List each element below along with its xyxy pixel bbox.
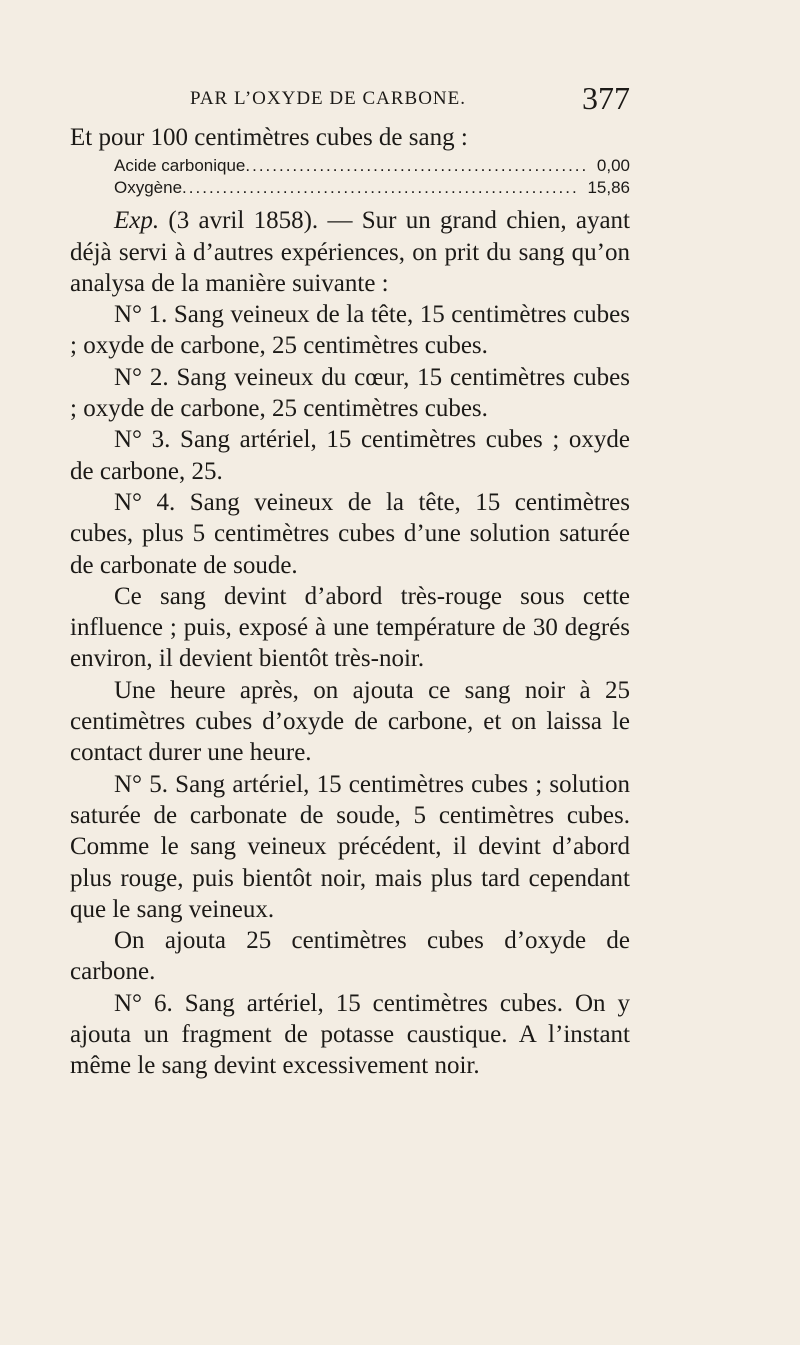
gas-row bbox=[114, 177, 630, 199]
exp-text: (3 avril 1858). — Sur un grand chien, ayant déjà servi à d’autres expériences, on prit du sang qu’on analysa de la manière suivante : bbox=[70, 207, 630, 297]
paragraph: Ce sang devint d’abord très-rouge sous cette influence ; puis, exposé à une température de 30 degrés environ, il devient bientôt très-noir. bbox=[70, 582, 630, 673]
page-number: 377 bbox=[582, 80, 630, 116]
intro-line: Et pour 100 centimètres cubes de sang : bbox=[70, 124, 468, 151]
paragraph: Une heure après, on ajouta ce sang noir à 25 centimètres cubes d’oxyde de carbone, et on laissa le contact durer une heure. bbox=[70, 676, 630, 767]
paragraph: N° 2. Sang veineux du cœur, 15 centimètres cubes ; oxyde de carbone, 25 centimètres cubes. bbox=[70, 363, 630, 423]
gas-name: Acide carbonique bbox=[114, 156, 246, 176]
paragraph: N° 6. Sang artériel, 15 centimètres cubes. On y ajouta un fragment de potasse caustique. A l’instant même le sang devint excessivement noir. bbox=[70, 989, 630, 1080]
gas-value: 15,86 bbox=[587, 178, 630, 198]
gas-value: 0,00 bbox=[596, 156, 630, 176]
exp-label: Exp. bbox=[114, 207, 160, 235]
paragraph: N° 1. Sang veineux de la tête, 15 centimètres cubes ; oxyde de carbone, 25 centimètres cubes. bbox=[70, 301, 630, 360]
body-text bbox=[70, 122, 630, 1082]
page-header bbox=[190, 80, 630, 120]
gas-name: Oxygène bbox=[114, 178, 183, 198]
running-title: PAR L’OXYDE DE CARBONE. bbox=[190, 88, 467, 109]
dot-leader bbox=[245, 155, 589, 177]
experiment-paragraph bbox=[70, 205, 630, 299]
paragraph: N° 4. Sang veineux de la tête, 15 centimètres cubes, plus 5 centimètres cubes d’une solution saturée de carbonate de soude. bbox=[70, 488, 630, 579]
paragraph: On ajouta 25 centimètres cubes d’oxyde de carbone. bbox=[70, 927, 630, 986]
paragraph: N° 5. Sang artériel, 15 centimètres cubes ; solution saturée de carbonate de soude, 5 centimètres cubes. Comme le sang veineux précédent, il devint d’abord plus rouge, puis bientôt noir, mais plus tard cependant que le sang veineux. bbox=[70, 770, 630, 923]
dot-leader bbox=[182, 177, 579, 199]
gas-row bbox=[114, 155, 630, 177]
gas-table bbox=[70, 153, 630, 205]
paragraph: N° 3. Sang artériel, 15 centimètres cubes ; oxyde de carbone, 25. bbox=[70, 426, 630, 485]
